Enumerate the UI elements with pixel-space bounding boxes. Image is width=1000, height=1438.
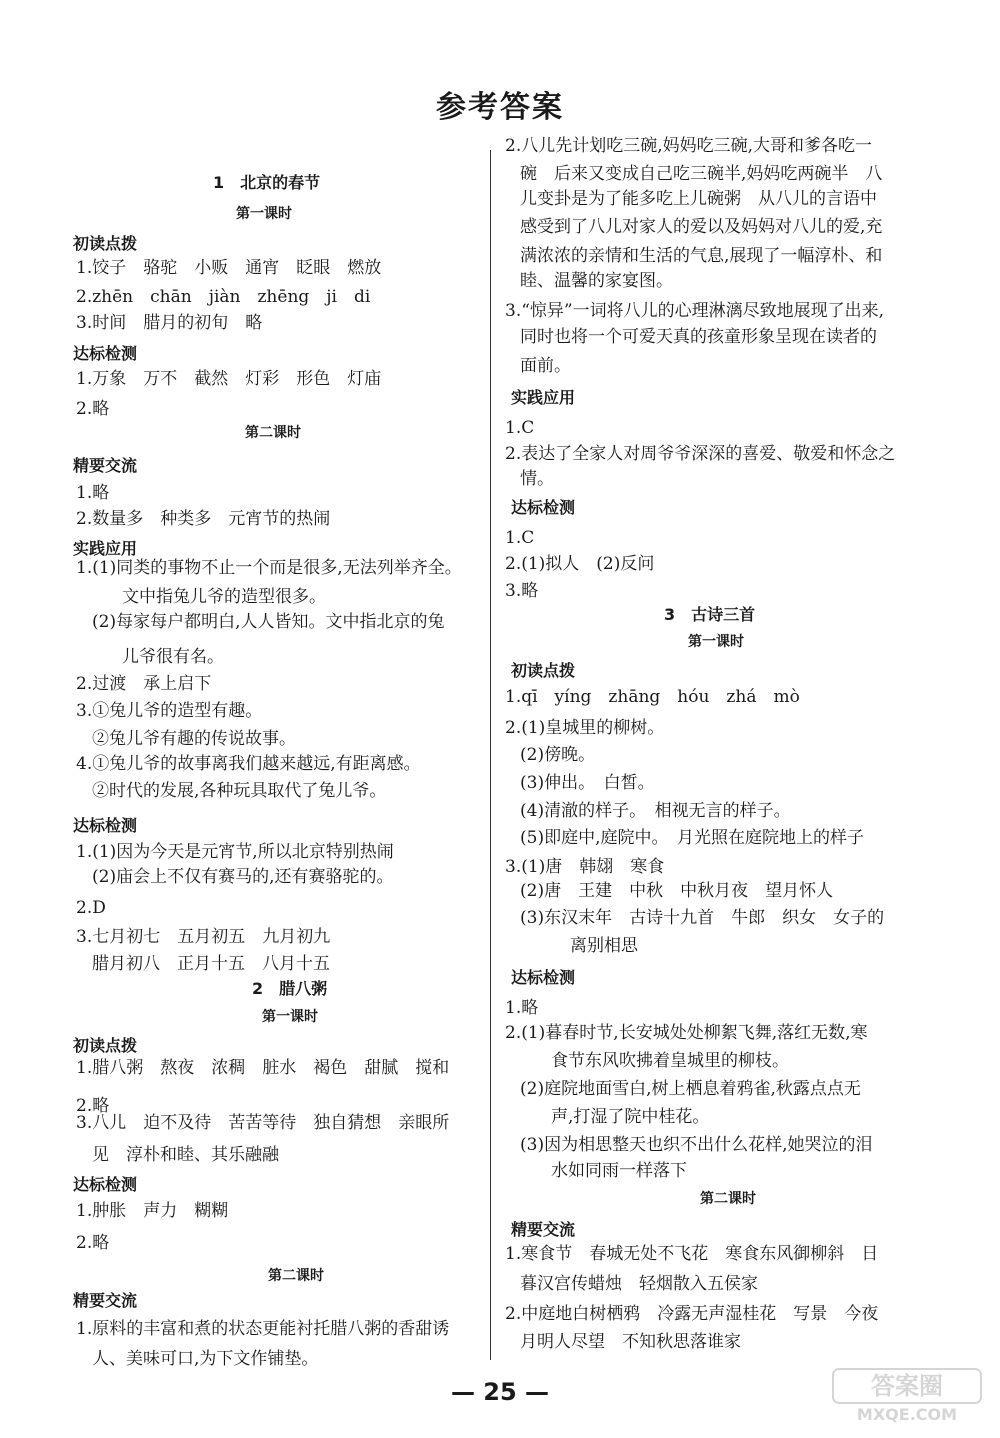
right-line-34: (2)庭院地面雪白,树上栖息着鸦雀,秋露点点无 <box>520 1079 861 1099</box>
left-line-4: 2.zhēn chān jiàn zhēng ji di <box>76 287 371 307</box>
left-line-39: 第二课时 <box>268 1268 324 1284</box>
left-line-8: 2.略 <box>76 399 110 419</box>
left-line-34: 3.八儿 迫不及待 苦苦等待 独自猜想 亲眼所 <box>76 1113 450 1133</box>
left-line-20: ②兔儿爷有趣的传说故事。 <box>92 729 296 749</box>
right-line-20: 1.qī yíng zhāng hóu zhá mò <box>505 687 800 707</box>
right-line-27: (2)唐 王建 中秋 中秋月夜 望月怀人 <box>520 881 834 901</box>
right-line-17: 3 古诗三首 <box>664 605 756 624</box>
right-line-25: (5)即庭中,庭院中。 月光照在庭院地上的样子 <box>520 828 864 848</box>
left-line-1: 第一课时 <box>236 206 292 222</box>
left-line-37: 1.肿胀 声力 糊糊 <box>76 1201 229 1221</box>
left-line-27: 3.七月初七 五月初五 九月初九 <box>76 927 331 947</box>
left-line-17: 儿爷很有名。 <box>122 647 224 667</box>
right-line-1: 碗 后来又变成自己吃三碗半,妈妈吃两碗半 八 <box>520 164 883 184</box>
right-line-16: 3.略 <box>505 581 539 601</box>
right-line-12: 情。 <box>520 469 554 489</box>
right-line-42: 2.中庭地白树栖鸦 冷露无声湿桂花 写景 今夜 <box>505 1304 879 1324</box>
page-title: 参考答案 <box>436 90 564 125</box>
right-line-14: 1.C <box>505 528 535 548</box>
right-line-24: (4)清澈的样子。 相视无言的样子。 <box>520 801 791 821</box>
left-line-24: 1.(1)因为今天是元宵节,所以北京特别热闹 <box>76 842 394 862</box>
right-line-35: 声,打湿了院中桂花。 <box>551 1107 710 1127</box>
left-line-22: ②时代的发展,各种玩具取代了兔儿爷。 <box>92 781 387 801</box>
right-line-6: 3.“惊异”一词将八儿的心理淋漓尽致地展现了出来, <box>505 301 885 321</box>
left-line-36: 达标检测 <box>73 1175 138 1194</box>
left-line-14: 1.(1)同类的事物不止一个而是很多,无法列举齐全。 <box>76 558 462 578</box>
left-line-40: 精要交流 <box>73 1291 138 1310</box>
right-line-36: (3)因为相思整天也织不出什么花样,她哭泣的泪 <box>520 1135 873 1155</box>
left-line-21: 4.①兔儿爷的故事离我们越来越远,有距离感。 <box>76 754 421 774</box>
left-line-23: 达标检测 <box>73 816 138 835</box>
left-line-15: 文中指兔儿爷的造型很多。 <box>122 587 326 607</box>
right-line-5: 睦、温馨的家宴图。 <box>520 271 673 291</box>
left-line-35: 见 淳朴和睦、其乐融融 <box>92 1145 279 1165</box>
column-divider <box>490 150 491 1360</box>
right-line-39: 精要交流 <box>511 1220 576 1239</box>
right-line-31: 1.略 <box>505 998 539 1018</box>
right-line-23: (3)伸出。 白皙。 <box>520 773 655 793</box>
left-line-5: 3.时间 腊月的初旬 略 <box>76 313 263 333</box>
left-line-30: 第一课时 <box>262 1009 318 1025</box>
watermark-logo <box>832 1368 982 1424</box>
left-line-19: 3.①兔儿爷的造型有趣。 <box>76 701 263 721</box>
right-line-29: 离别相思 <box>570 936 638 956</box>
left-line-2: 初读点拨 <box>73 234 138 253</box>
left-line-31: 初读点拨 <box>73 1036 138 1055</box>
left-line-13: 实践应用 <box>73 539 138 558</box>
watermark-text: 答案圈 <box>871 1372 943 1400</box>
right-line-26: 3.(1)唐 韩翃 寒食 <box>505 857 665 877</box>
right-line-3: 感受到了八儿对家人的爱以及妈妈对八儿的爱,充 <box>520 217 883 237</box>
left-line-28: 腊月初八 正月十五 八月十五 <box>92 954 330 974</box>
left-line-16: (2)每家每户都明白,人人皆知。文中指北京的兔 <box>92 612 445 632</box>
right-line-21: 2.(1)皇城里的柳树。 <box>505 718 665 738</box>
left-line-32: 1.腊八粥 熬夜 浓稠 脏水 褐色 甜腻 搅和 <box>76 1058 450 1078</box>
left-line-33: 2.略 <box>76 1096 110 1116</box>
left-line-0: 1 北京的春节 <box>213 173 321 192</box>
right-line-9: 实践应用 <box>511 388 576 407</box>
right-line-19: 初读点拨 <box>511 661 576 680</box>
left-line-3: 1.饺子 骆驼 小贩 通宵 眨眼 燃放 <box>76 258 382 278</box>
left-line-38: 2.略 <box>76 1233 110 1253</box>
right-line-43: 月明人尽望 不知秋思落谁家 <box>520 1332 741 1352</box>
right-line-30: 达标检测 <box>511 968 576 987</box>
right-line-28: (3)东汉末年 古诗十九首 牛郎 织女 女子的 <box>520 908 885 928</box>
right-line-41: 暮汉宫传蜡烛 轻烟散入五侯家 <box>520 1274 758 1294</box>
right-line-10: 1.C <box>505 418 535 438</box>
right-line-38: 第二课时 <box>700 1191 756 1207</box>
right-line-0: 2.八儿先计划吃三碗,妈妈吃三碗,大哥和爹各吃一 <box>505 136 873 156</box>
right-line-33: 食节东风吹拂着皇城里的柳枝。 <box>551 1051 789 1071</box>
left-line-41: 1.原料的丰富和煮的状态更能衬托腊八粥的香甜诱 <box>76 1319 450 1339</box>
right-line-40: 1.寒食节 春城无处不飞花 寒食东风御柳斜 日 <box>505 1244 879 1264</box>
left-line-42: 人、美味可口,为下文作铺垫。 <box>92 1349 319 1369</box>
right-line-8: 面前。 <box>520 356 571 376</box>
left-line-29: 2 腊八粥 <box>252 979 328 998</box>
left-line-7: 1.万象 万不 截然 灯彩 形色 灯庙 <box>76 369 382 389</box>
right-line-4: 满浓浓的亲情和生活的气息,展现了一幅淳朴、和 <box>520 246 883 266</box>
left-line-6: 达标检测 <box>73 344 138 363</box>
right-line-32: 2.(1)暮春时节,长安城处处柳絮飞舞,落红无数,寒 <box>505 1023 868 1043</box>
right-line-11: 2.表达了全家人对周爷爷深深的喜爱、敬爱和怀念之 <box>505 444 896 464</box>
right-line-7: 同时也将一个可爱天真的孩童形象呈现在读者的 <box>520 327 877 347</box>
right-line-15: 2.(1)拟人 (2)反问 <box>505 554 655 574</box>
page-number: — 25 — <box>450 1378 550 1406</box>
left-line-26: 2.D <box>76 898 106 918</box>
left-line-9: 第二课时 <box>245 425 301 441</box>
watermark-url: MXQE.COM <box>856 1405 958 1424</box>
right-line-18: 第一课时 <box>688 634 744 650</box>
right-line-37: 水如同雨一样落下 <box>551 1161 687 1181</box>
right-line-2: 儿变卦是为了能多吃上儿碗粥 从八儿的言语中 <box>520 189 877 209</box>
left-line-11: 1.略 <box>76 483 110 503</box>
left-line-10: 精要交流 <box>73 456 138 475</box>
right-line-13: 达标检测 <box>511 498 576 517</box>
left-line-12: 2.数量多 种类多 元宵节的热闹 <box>76 509 331 529</box>
left-line-18: 2.过渡 承上启下 <box>76 674 212 694</box>
left-line-25: (2)庙会上不仅有赛马的,还有赛骆驼的。 <box>92 867 394 887</box>
right-line-22: (2)傍晚。 <box>520 745 596 765</box>
